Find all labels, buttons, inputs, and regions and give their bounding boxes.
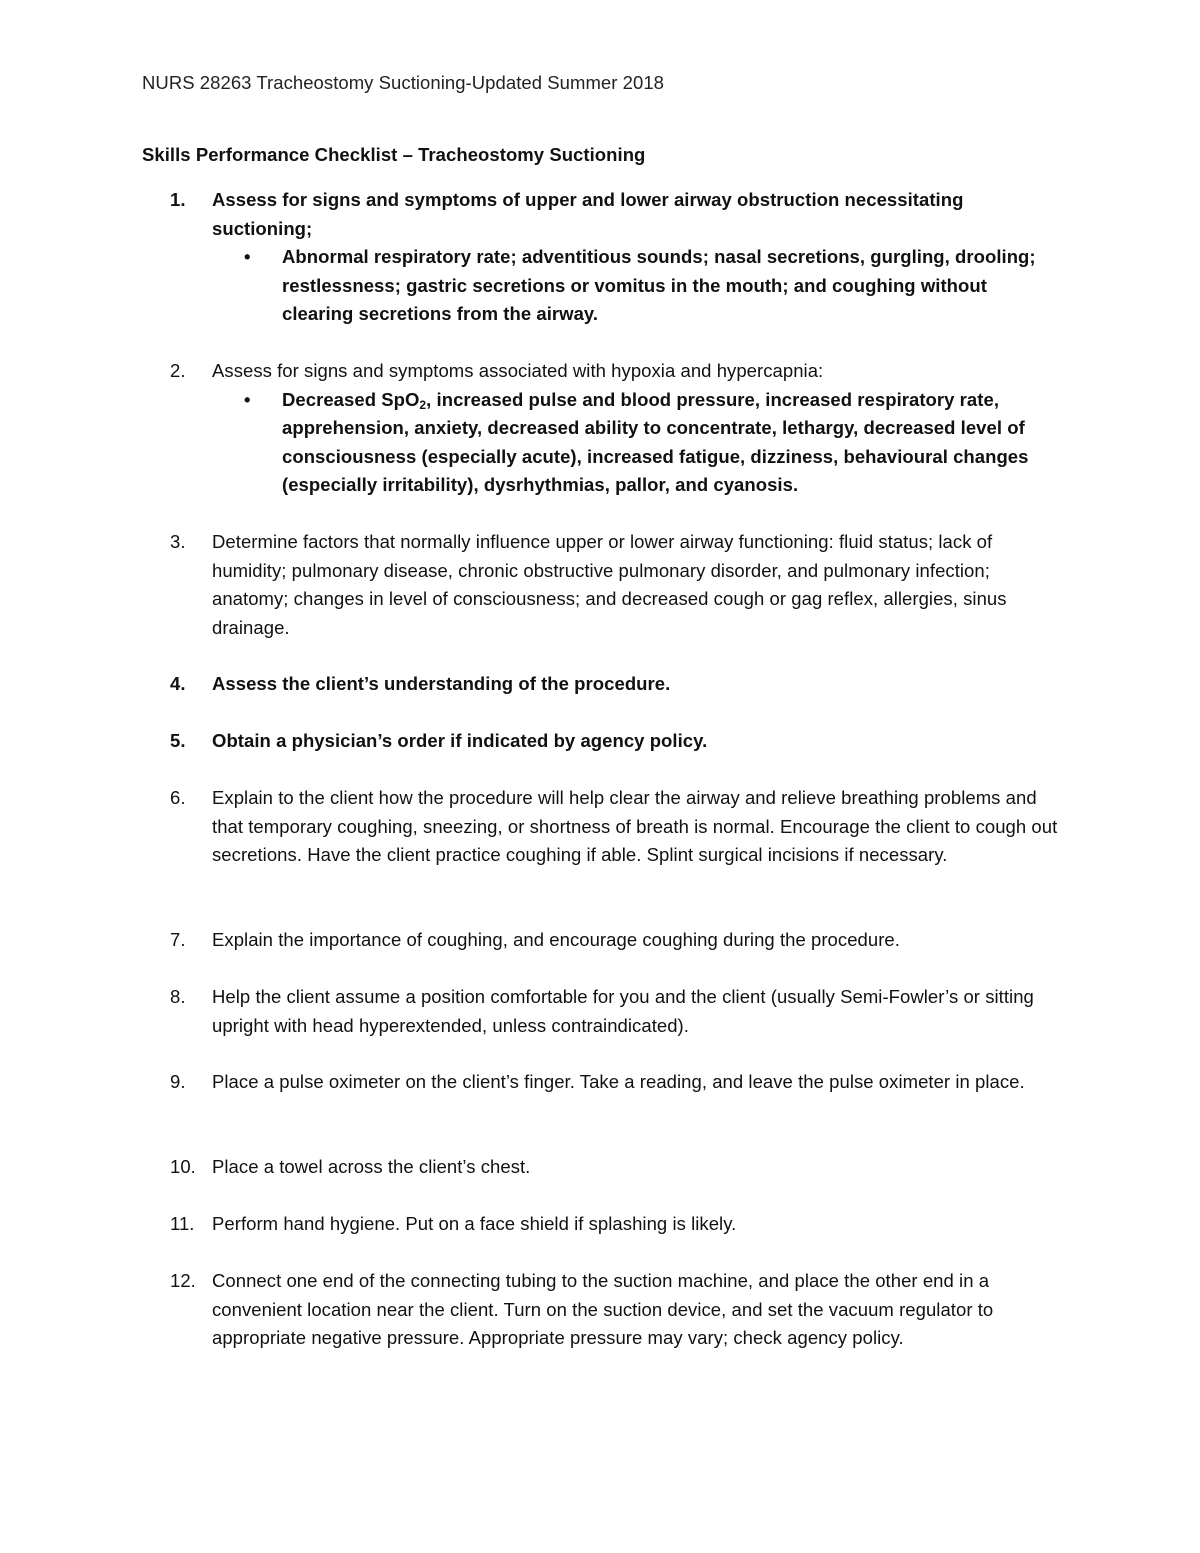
- step-10: [170, 1153, 1070, 1182]
- step-7: [170, 926, 1070, 955]
- step-text: Determine factors that normally influence upper or lower airway functioning: fluid status; lack of humidity; pulmonary disease, chronic obstructive pulmonary disorder, and pulmonary infection; anatomy; changes in level of consciousness; and decreased cough or gag reflex, allergies, sinus drainage.: [212, 531, 1007, 638]
- step-number: 4.: [170, 673, 186, 694]
- bullet-icon: •: [244, 388, 251, 410]
- step-text: Explain the importance of coughing, and encourage coughing during the procedure.: [212, 929, 900, 950]
- step-text: Perform hand hygiene. Put on a face shield if splashing is likely.: [212, 1213, 737, 1234]
- step-text: Obtain a physician’s order if indicated by agency policy.: [212, 730, 708, 751]
- step-text: Place a towel across the client’s chest.: [212, 1156, 531, 1177]
- subscript-2: 2: [419, 397, 427, 412]
- bullet-icon: •: [244, 246, 251, 268]
- step-text: Explain to the client how the procedure will help clear the airway and relieve breathing problems and that temporary coughing, sneezing, or shortness of breath is normal. Encourage the client to cough out secretions. Have the client practice coughing if able. Splint surgical incisions if necessary.: [212, 787, 1058, 866]
- step-bullet: [244, 386, 1052, 500]
- step-text: Assess the client’s understanding of the procedure.: [212, 673, 671, 694]
- step-4: [170, 670, 1070, 699]
- step-5: [170, 727, 1070, 756]
- step-number: 8.: [170, 986, 186, 1007]
- step-number: 11.: [170, 1213, 195, 1234]
- step-2: [170, 357, 1070, 500]
- page-header: NURS 28263 Tracheostomy Suctioning-Updated Summer 2018: [142, 72, 665, 93]
- step-number: 7.: [170, 929, 186, 950]
- step-11: [170, 1210, 1070, 1239]
- step-text: Help the client assume a position comfortable for you and the client (usually Semi-Fowler’s or sitting upright with head hyperextended, unless contraindicated).: [212, 986, 1034, 1036]
- step-text: Place a pulse oximeter on the client’s finger. Take a reading, and leave the pulse oximeter in place.: [212, 1071, 1025, 1092]
- step-6: [170, 784, 1070, 870]
- step-12: [170, 1267, 1070, 1353]
- bullet-text: Abnormal respiratory rate; adventitious sounds; nasal secretions, gurgling, drooling; restlessness; gastric secretions or vomitus in the mouth; and coughing without clearing secretions from the airway.: [282, 246, 1036, 325]
- step-text: Connect one end of the connecting tubing to the suction machine, and place the other end in a convenient location near the client. Turn on the suction device, and set the vacuum regulator to appropriate negative pressure. Appropriate pressure may vary; check agency policy.: [212, 1270, 994, 1349]
- step-number: 12.: [170, 1270, 196, 1291]
- step-1: [170, 186, 1036, 329]
- step-number: 6.: [170, 787, 186, 808]
- step-text: Assess for signs and symptoms of upper and lower airway obstruction necessitating suctioning;: [212, 189, 964, 239]
- step-number: 10.: [170, 1156, 196, 1177]
- step-number: 9.: [170, 1071, 186, 1092]
- step-bullet: [244, 243, 1042, 329]
- step-number: 1.: [170, 189, 186, 210]
- step-8: [170, 983, 1070, 1040]
- step-3: [170, 528, 1070, 642]
- step-text: Assess for signs and symptoms associated with hypoxia and hypercapnia:: [212, 360, 824, 381]
- step-9: [170, 1068, 1070, 1097]
- bullet-text-rest: , increased pulse and blood pressure, increased respiratory rate, apprehension, anxiety, decreased ability to concentrate, lethargy, decreased level of consciousness (especially acute), increased fatigue, dizziness, behavioural changes (especially irritability), dysrhythmias, pallor, and cyanosis.: [282, 388, 1029, 496]
- bullet-text-lead: Decreased SpO: [282, 388, 420, 410]
- step-number: 3.: [170, 531, 186, 552]
- step-number: 2.: [170, 360, 186, 381]
- checklist-title: Skills Performance Checklist – Tracheostomy Suctioning: [142, 144, 646, 165]
- step-number: 5.: [170, 730, 186, 751]
